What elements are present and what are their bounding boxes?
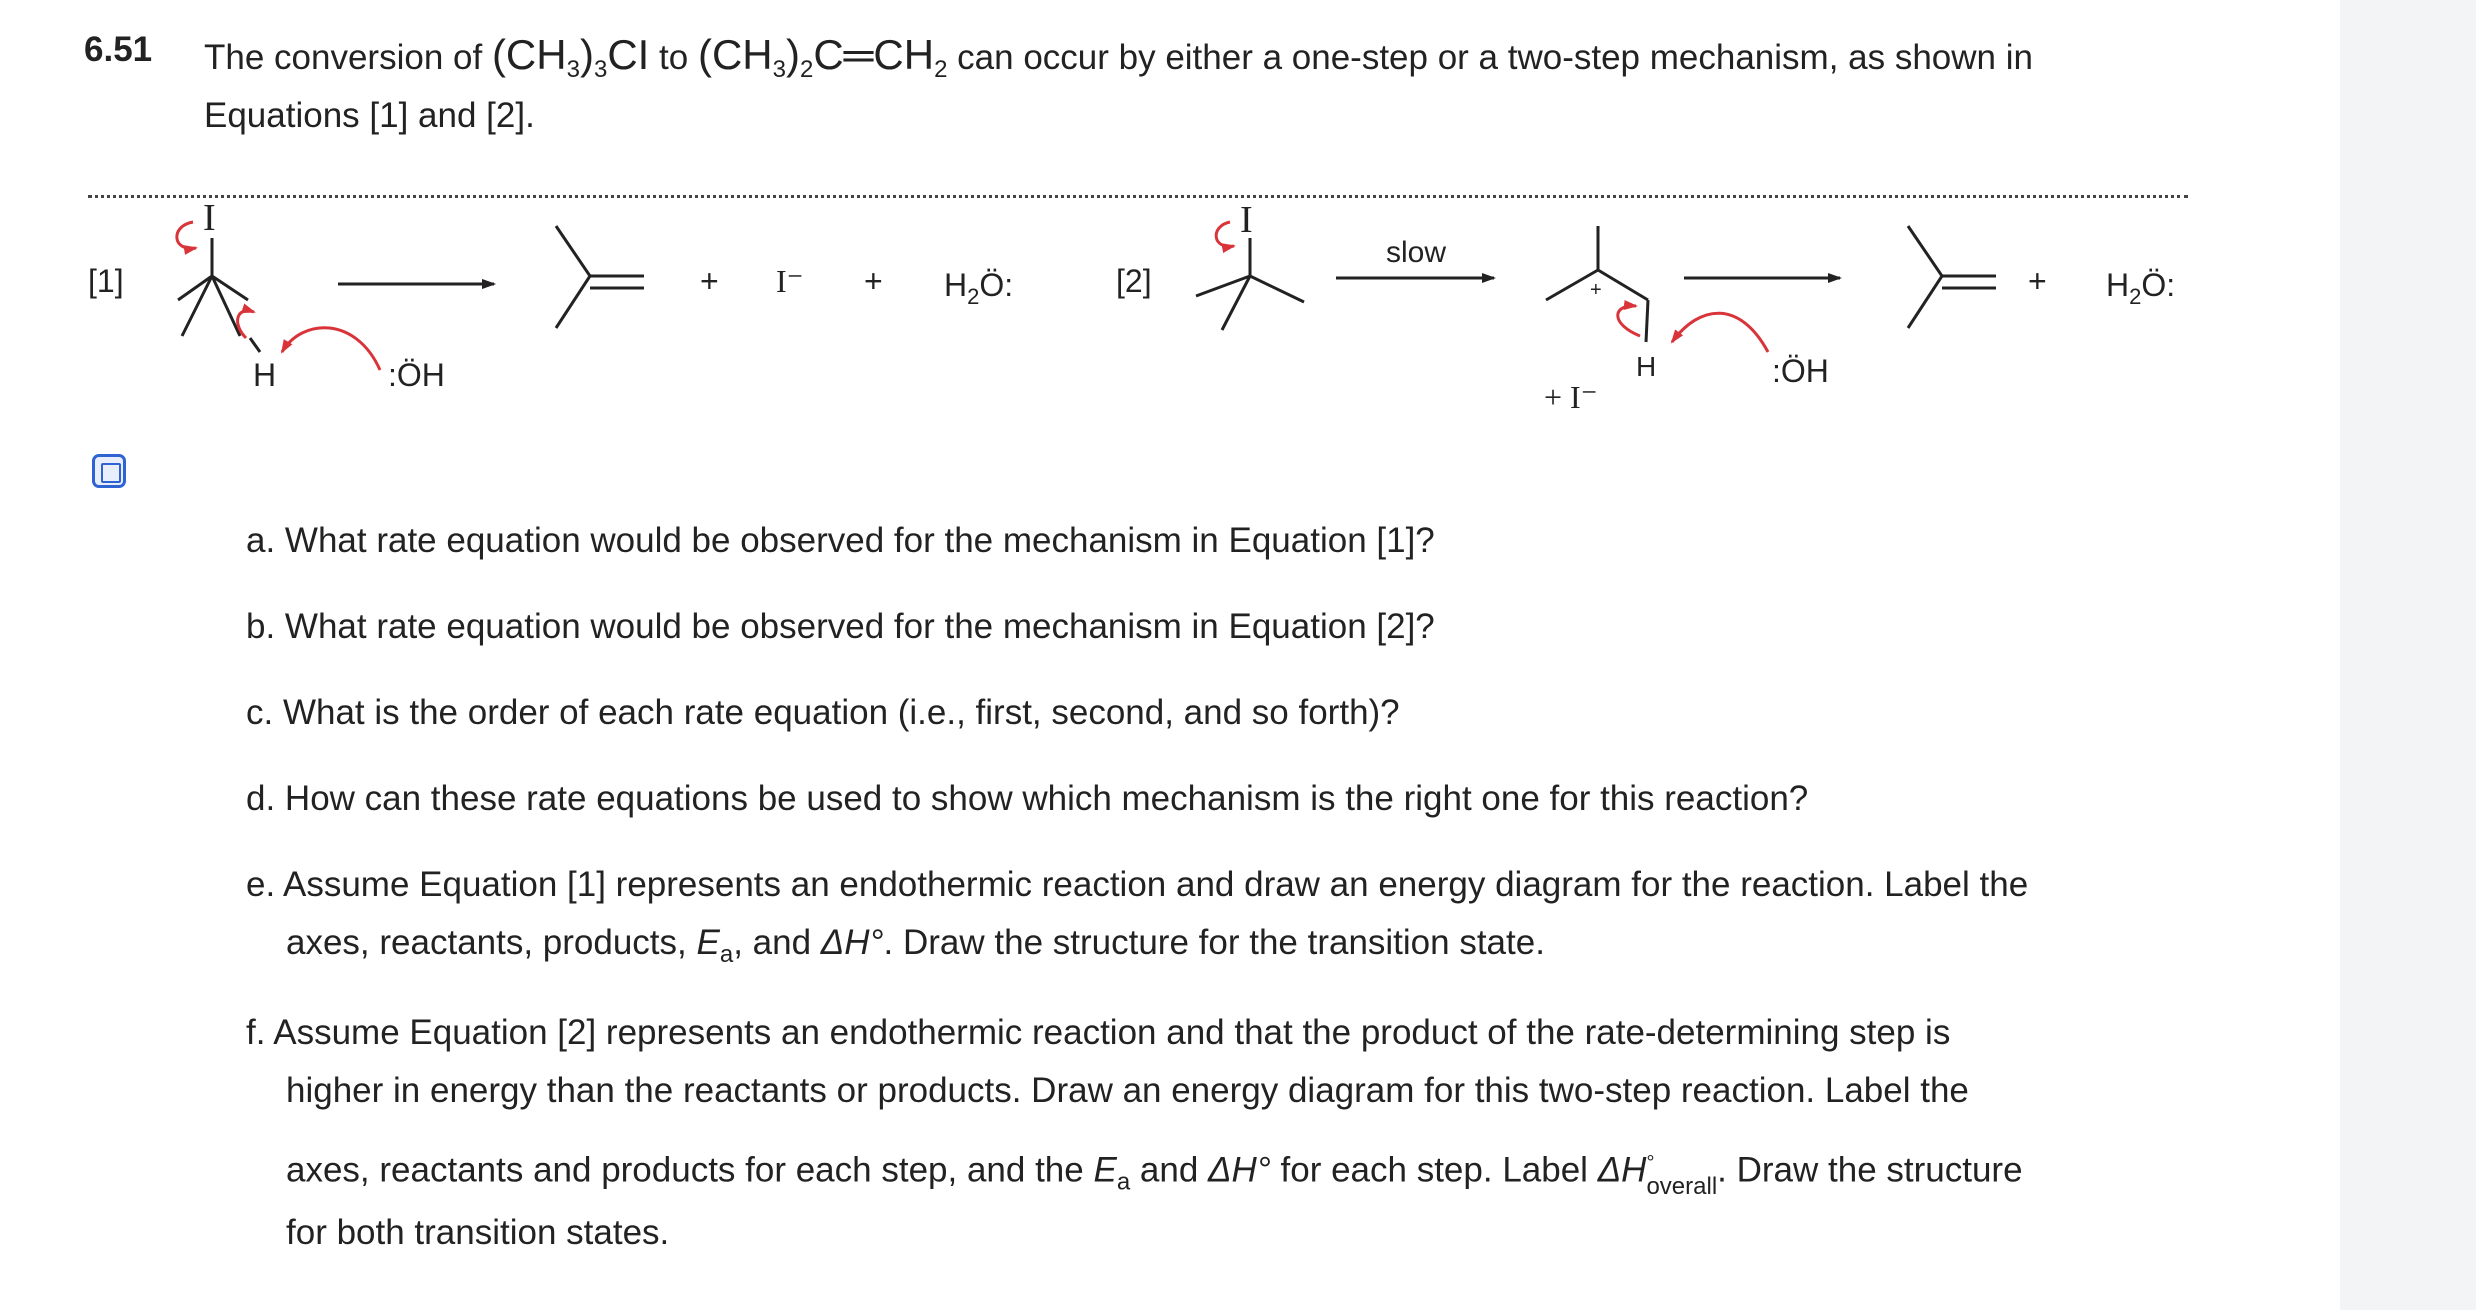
alkene-bonds-2 [1908, 226, 1996, 328]
hydroxide-label: :ÖH [388, 357, 445, 393]
bond-lines-2 [1196, 238, 1304, 330]
curved-arrow-ci-2 [1216, 222, 1234, 246]
equation-1-label: [1] [88, 263, 124, 299]
problem-line-2: Equations [1] and [2]. [204, 96, 535, 135]
water-2 [2106, 267, 2175, 309]
question-d: d. How can these rate equations be used to show which mechanism is the right one for this reaction? [246, 779, 1809, 818]
iodine-label-2: I [1240, 199, 1253, 241]
curved-arrow-ci [177, 222, 196, 248]
right-side-panel [2340, 0, 2476, 1310]
alkene-product-1 [556, 226, 644, 328]
plus-2: + [864, 263, 883, 299]
iodide-1: I⁻ [776, 263, 804, 299]
problem-line-1: The conversion of $(CH_3)_3CI$ to $(CH_3)_2C═CH_2$ can occur by either a one-step or a two-step mechanism, as shown in [204, 31, 2033, 83]
problem-number: 6.51 [84, 30, 153, 69]
plus-3: + [2028, 263, 2047, 299]
alkene-product-2 [1908, 226, 1996, 328]
iodine-label: I [203, 197, 216, 239]
cation-charge: + [1590, 279, 1602, 301]
question-c: c. What is the order of each rate equation (i.e., first, second, and so forth)? [246, 693, 1400, 732]
curved-arrow-oh-2 [1672, 313, 1768, 352]
curved-arrow-oh [282, 328, 380, 370]
bond-ch [250, 338, 260, 352]
reaction-scheme [0, 190, 2340, 440]
question-a: a. What rate equation would be observed for the mechanism in Equation [1]? [246, 521, 1435, 560]
alkyl-iodide-1 [177, 197, 445, 393]
svg-text:H2Ö:: $H_2Ö$: [944, 267, 1014, 309]
plus-1: + [700, 263, 719, 299]
carbocation [1544, 226, 1829, 415]
question-f: f. Assume Equation [2] represents an endothermic reaction and that the product of the rate-determining step is higher in energy than the reactants or products. Draw an energy diagram for this two-step reaction. Label the axes, reactants and products for each step, and the $E_a$ and ΔH° for each step. Label $\Delta H^\circ_{overall}$. Draw the structure for both transition states. [246, 1013, 2023, 1252]
hydrogen-label-2: H [1636, 351, 1657, 382]
equation-2-label: [2] [1116, 263, 1152, 299]
slow-label: slow [1386, 236, 1447, 269]
question-e: e. Assume Equation [1] represents an endothermic reaction and draw an energy diagram for the reaction. Label the axes, reactants, products, $E_a$, and ΔH°. Draw the structure for the transition state. [246, 865, 2029, 968]
alkene-bonds [556, 226, 644, 328]
curved-arrow-ch-2 [1618, 306, 1640, 336]
notes-icon-frame [101, 463, 121, 483]
hydroxide-label-2: :ÖH [1772, 353, 1829, 389]
question-b: b. What rate equation would be observed for the mechanism in Equation [2]? [246, 607, 1435, 646]
water-1 [944, 267, 1013, 309]
hydrogen-label: H [253, 357, 277, 393]
alkyl-iodide-2 [1196, 199, 1304, 330]
problem-statement [204, 26, 2324, 145]
notes-icon[interactable] [92, 454, 126, 488]
plus-iodide: + I⁻ [1544, 379, 1598, 415]
svg-text:H2Ö:: $H_2Ö$: [2106, 267, 2176, 309]
